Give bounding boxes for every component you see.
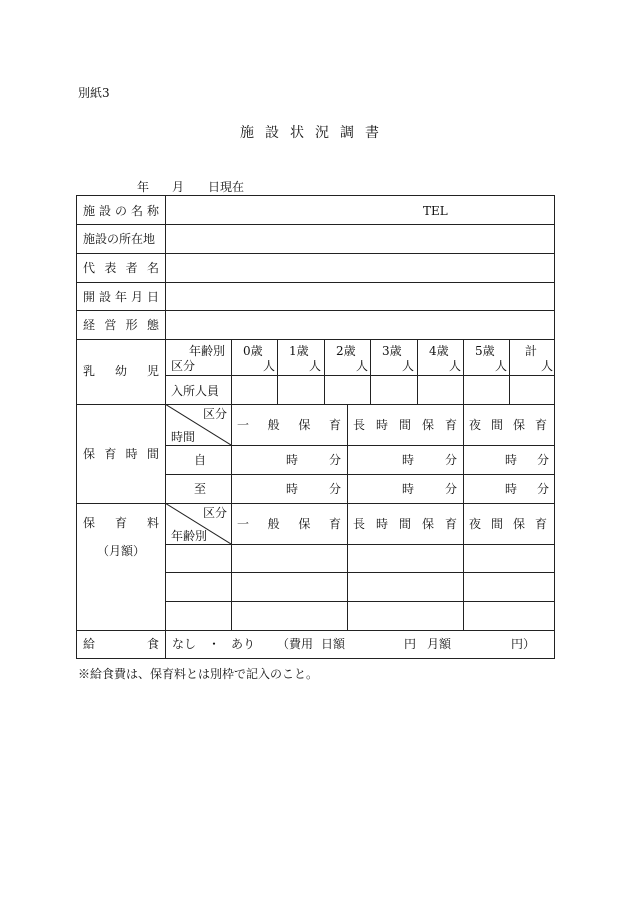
from-label: 自 [194, 453, 207, 467]
fee-header-category: 区分 [203, 506, 228, 520]
as-of-month: 月 [172, 180, 185, 194]
minute-unit: 分 [445, 453, 458, 467]
enrolled-label: 入所人員 [171, 384, 220, 398]
minute-unit: 分 [537, 453, 550, 467]
meals-label: 給 食 [83, 637, 159, 651]
meal-daily-yen: 円 [404, 637, 417, 651]
minute-unit: 分 [329, 453, 342, 467]
as-of-year: 年 [137, 180, 150, 194]
representative-label: 代 表 者 名 [83, 261, 159, 275]
meal-daily-label: 日額 [321, 637, 346, 651]
meal-yes: あり [231, 637, 256, 651]
facility-status-table [76, 195, 555, 659]
unit-person: 人 [402, 359, 415, 373]
hour-unit: 時 [402, 453, 415, 467]
fee-general-care-header: 一 般 保 育 [237, 517, 341, 531]
as-of-day: 日現在 [208, 180, 245, 194]
general-care-header: 一 般 保 育 [237, 418, 341, 432]
management-type-label: 経 営 形 態 [83, 318, 159, 332]
hour-unit: 時 [286, 453, 299, 467]
minute-unit: 分 [329, 482, 342, 496]
unit-person: 人 [356, 359, 369, 373]
hour-unit: 時 [505, 482, 518, 496]
unit-person: 人 [263, 359, 276, 373]
meal-monthly-yen: 円） [511, 637, 536, 651]
age-header-category: 区分 [171, 359, 196, 373]
hour-unit: 時 [286, 482, 299, 496]
infants-label: 乳 幼 児 [83, 364, 159, 378]
minute-unit: 分 [445, 482, 458, 496]
unit-person: 人 [541, 359, 554, 373]
age-header-by-age: 年齢別 [189, 344, 226, 358]
minute-unit: 分 [537, 482, 550, 496]
care-hours-label: 保 育 時 間 [83, 447, 159, 461]
fees-label: 保 育 料 [83, 516, 159, 530]
meal-monthly-label: 月額 [427, 637, 452, 651]
location-label: 施設の所在地 [83, 232, 156, 246]
age-total-header: 計 [525, 344, 538, 358]
hours-header-category: 区分 [203, 407, 228, 421]
age-2-header: 2歳 [336, 344, 356, 358]
fee-night-care-header: 夜 間 保 育 [469, 517, 547, 531]
page-title: 施設状況調書 [240, 125, 390, 141]
footnote: ※給食費は、保育料とは別枠で記入のこと。 [78, 667, 319, 681]
fee-header-age: 年齢別 [171, 529, 208, 543]
age-5-header: 5歳 [475, 344, 495, 358]
meal-cost-label: （費用 [277, 637, 314, 651]
fees-monthly-label: （月額） [97, 544, 146, 558]
meal-none: なし [172, 637, 197, 651]
unit-person: 人 [495, 359, 508, 373]
hour-unit: 時 [505, 453, 518, 467]
unit-person: 人 [309, 359, 322, 373]
meal-separator: ・ [208, 637, 221, 651]
extended-care-header: 長 時 間 保 育 [353, 418, 457, 432]
unit-person: 人 [449, 359, 462, 373]
annex-number: 別紙3 [78, 86, 110, 100]
fee-extended-care-header: 長 時 間 保 育 [353, 517, 457, 531]
to-label: 至 [194, 482, 207, 496]
age-4-header: 4歳 [429, 344, 449, 358]
facility-name-label: 施 設 の 名 称 [83, 204, 159, 218]
established-date-label: 開 設 年 月 日 [83, 290, 159, 304]
age-1-header: 1歳 [289, 344, 309, 358]
tel-label: TEL [423, 204, 448, 218]
age-0-header: 0歳 [243, 344, 263, 358]
night-care-header: 夜 間 保 育 [469, 418, 547, 432]
hours-header-time: 時間 [171, 430, 196, 444]
hour-unit: 時 [402, 482, 415, 496]
age-3-header: 3歳 [382, 344, 402, 358]
